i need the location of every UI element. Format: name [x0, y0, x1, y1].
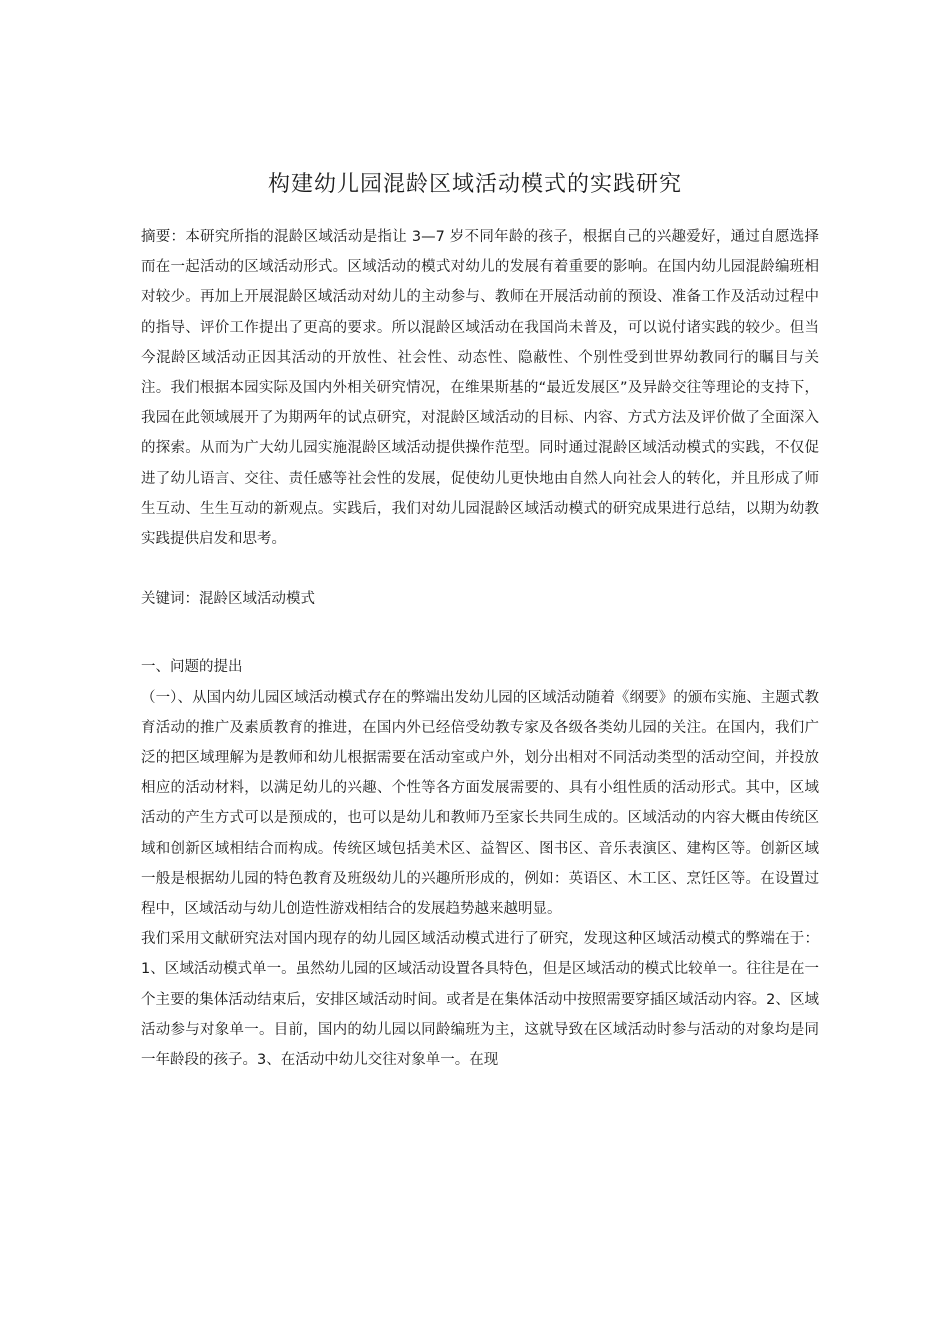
- spacer: [141, 554, 819, 584]
- spacer: [141, 614, 819, 652]
- document-body: [141, 222, 819, 1075]
- abstract-paragraph: 摘要：本研究所指的混龄区域活动是指让 3—7 岁不同年龄的孩子，根据自己的兴趣爱好，通过自愿选择而在一起活动的区域活动形式。区域活动的模式对幼儿的发展有着重要的影响。在国内幼儿园混龄编班相对较少。再加上开展混龄区域活动对幼儿的主动参与、教师在开展活动前的预设、准备工作及活动过程中的指导、评价工作提出了更高的要求。所以混龄区域活动在我国尚未普及，可以说付诸实践的较少。但当今混龄区域活动正因其活动的开放性、社会性、动态性、隐蔽性、个别性受到世界幼教同行的瞩目与关注。我们根据本园实际及国内外相关研究情况，在维果斯基的“最近发展区”及异龄交往等理论的支持下，我园在此领域展开了为期两年的试点研究，对混龄区域活动的目标、内容、方式方法及评价做了全面深入的探索。从而为广大幼儿园实施混龄区域活动提供操作范型。同时通过混龄区域活动模式的实践，不仅促进了幼儿语言、交往、责任感等社会性的发展，促使幼儿更快地由自然人向社会人的转化，并且形成了师生互动、生生互动的新观点。实践后，我们对幼儿园混龄区域活动模式的研究成果进行总结，以期为幼教实践提供启发和思考。: [141, 229, 819, 548]
- keywords-line: 关键词：混龄区域活动模式: [141, 591, 315, 608]
- body-paragraph-1: （一）、从国内幼儿园区域活动模式存在的弊端出发幼儿园的区域活动随着《纲要》的颁布实施、主题式教育活动的推广及素质教育的推进，在国内外已经倍受幼教专家及各级各类幼儿园的关注。在国内，我们广泛的把区域理解为是教师和幼儿根据需要在活动室或户外，划分出相对不同活动类型的活动空间，并投放相应的活动材料，以满足幼儿的兴趣、个性等各方面发展需要的、具有小组性质的活动形式。其中，区域活动的产生方式可以是预成的，也可以是幼儿和教师乃至家长共同生成的。区域活动的内容大概由传统区域和创新区域相结合而构成。传统区域包括美术区、益智区、图书区、音乐表演区、建构区等。创新区域一般是根据幼儿园的特色教育及班级幼儿的兴趣所形成的，例如：英语区、木工区、烹饪区等。在设置过程中，区域活动与幼儿创造性游戏相结合的发展趋势越来越明显。: [141, 689, 819, 918]
- section-heading: 一、问题的提出: [141, 659, 243, 676]
- body-paragraph-2: 我们采用文献研究法对国内现存的幼儿园区域活动模式进行了研究，发现这种区域活动模式的弊端在于：1、区域活动模式单一。虽然幼儿园的区域活动设置各具特色，但是区域活动的模式比较单一。往往是在一个主要的集体活动结束后，安排区域活动时间。或者是在集体活动中按照需要穿插区域活动内容。2、区域活动参与对象单一。目前，国内的幼儿园以同龄编班为主，这就导致在区域活动时参与活动的对象均是同一年龄段的孩子。3、在活动中幼儿交往对象单一。在现: [141, 931, 819, 1069]
- document-title: 构建幼儿园混龄区域活动模式的实践研究: [267, 172, 682, 197]
